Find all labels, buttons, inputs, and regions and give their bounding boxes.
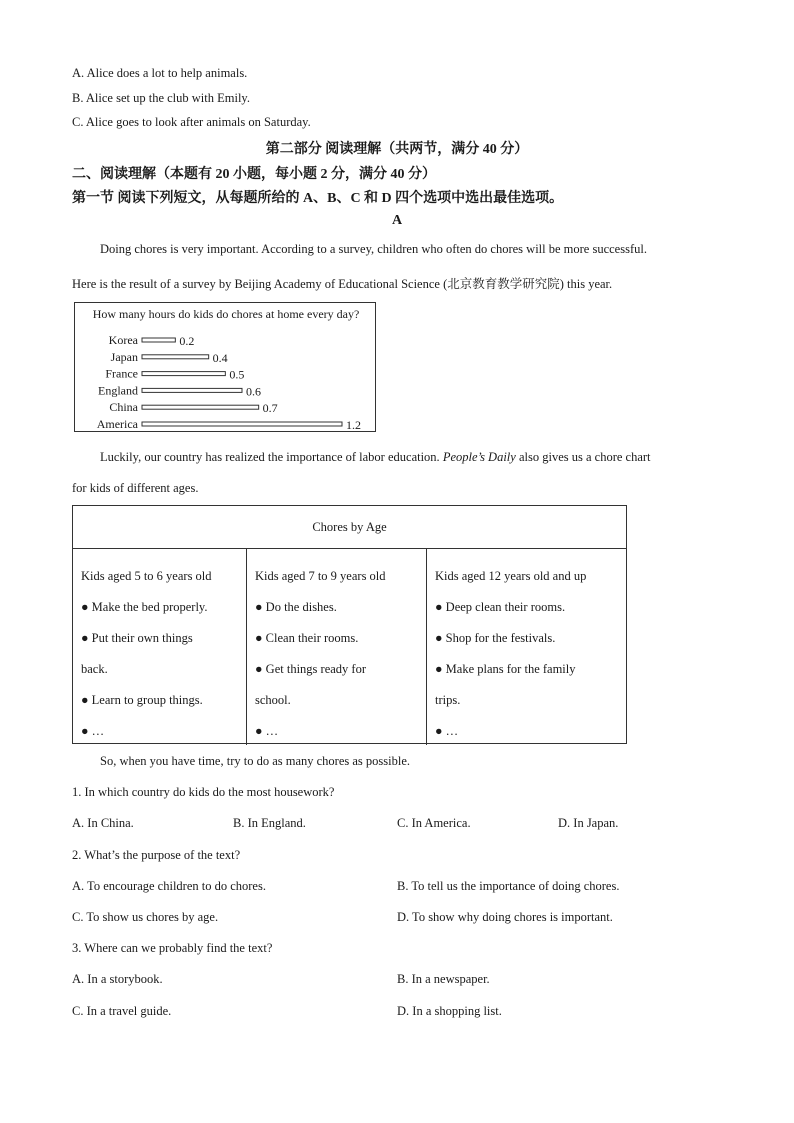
column-header: Kids aged 12 years old and up: [435, 569, 587, 583]
list-item: ● Learn to group things.: [81, 693, 203, 707]
list-item: ● …: [81, 724, 105, 738]
question-1-option-a: A. In China.: [72, 816, 134, 830]
hours-bar-chart: [74, 302, 376, 432]
category-label: China: [109, 400, 138, 415]
list-item: ● Make plans for the family: [435, 662, 576, 676]
list-item: ● Do the dishes.: [255, 600, 337, 614]
passage-label: A: [391, 213, 403, 228]
question-3-option-d: D. In a shopping list.: [397, 1004, 502, 1018]
category-label: Korea: [108, 333, 138, 347]
value-label: 0.4: [212, 350, 228, 365]
question-3-stem: 3. Where can we probably find the text?: [72, 941, 273, 955]
question-1-option-d: D. In Japan.: [558, 816, 619, 830]
value-label: 0.6: [246, 384, 261, 399]
question-1-option-b: B. In England.: [233, 816, 306, 830]
section-heading: 二、阅读理解（本题有 20 小题，每小题 2 分，满分 40 分）: [72, 167, 436, 182]
question-2-option-a: A. To encourage children to do chores.: [72, 879, 266, 893]
prev-option-b: B. Alice set up the club with Emily.: [72, 91, 250, 105]
question-3-option-c: C. In a travel guide.: [72, 1004, 172, 1018]
bar-england: [142, 388, 242, 392]
instruction: 第一节 阅读下列短文，从每题所给的 A、B、C 和 D 四个选项中选出最佳选项。: [72, 191, 564, 206]
column-header: Kids aged 7 to 9 years old: [255, 569, 386, 583]
chart-svg: [75, 303, 377, 433]
list-item: school.: [255, 693, 291, 707]
paragraph-1-line-1: Doing chores is very important. According to a survey, children who often do chores will be more successful.: [100, 242, 647, 256]
question-3-option-a: A. In a storybook.: [72, 972, 163, 986]
list-item: ● Deep clean their rooms.: [435, 600, 566, 614]
category-label: England: [98, 383, 138, 398]
question-3-option-b: B. In a newspaper.: [397, 972, 490, 986]
list-item: trips.: [435, 693, 461, 707]
table-column-5-6: [73, 549, 246, 745]
chores-table: [72, 505, 627, 744]
newspaper-name: People’s Daily: [442, 450, 516, 464]
table-column-12-up: [426, 549, 626, 745]
question-2-option-c: C. To show us chores by age.: [72, 910, 219, 924]
bar-japan: [142, 355, 209, 359]
list-item: ● Put their own things: [81, 631, 193, 645]
list-item: back.: [81, 662, 108, 676]
question-2-option-b: B. To tell us the importance of doing chores.: [397, 879, 620, 893]
value-label: 0.2: [179, 334, 195, 348]
paragraph-2-text-a: Luckily, our country has realized the importance of labor education.: [100, 450, 443, 464]
category-label: Japan: [110, 349, 138, 364]
value-label: 0.7: [262, 401, 278, 416]
bar-america: [142, 422, 342, 426]
list-item: ● …: [255, 724, 279, 738]
value-label: 0.5: [229, 367, 245, 382]
question-2-option-d: D. To show why doing chores is important.: [397, 910, 613, 924]
question-1-stem: 1. In which country do kids do the most housework?: [72, 785, 335, 799]
table-title: Chores by Age: [73, 506, 626, 549]
table-column-7-9: [246, 549, 426, 745]
bar-france: [142, 372, 225, 376]
column-header: Kids aged 5 to 6 years old: [81, 569, 212, 583]
paragraph-1-line-2: Here is the result of a survey by Beijing Academy of Educational Science (北京教育教学研究院) this year.: [72, 277, 613, 291]
bar-korea: [142, 338, 175, 342]
part-heading: 第二部分 阅读理解（共两节，满分 40 分）: [265, 142, 529, 157]
bar-china: [142, 405, 259, 409]
prev-option-a: A. Alice does a lot to help animals.: [72, 66, 248, 80]
prev-option-c: C. Alice goes to look after animals on Saturday.: [72, 115, 311, 129]
closing-sentence: So, when you have time, try to do as many chores as possible.: [100, 754, 411, 768]
list-item: ● …: [435, 724, 459, 738]
list-item: ● Clean their rooms.: [255, 631, 359, 645]
table-body: [73, 549, 626, 745]
category-label: America: [96, 417, 138, 431]
question-2-stem: 2. What’s the purpose of the text?: [72, 848, 241, 862]
category-label: France: [105, 366, 138, 381]
paragraph-2-text-b: also gives us a chore chart: [515, 450, 651, 464]
chart-title: How many hours do kids do chores at home every day?: [92, 307, 360, 321]
paragraph-2-line-2: for kids of different ages.: [72, 481, 199, 495]
list-item: ● Make the bed properly.: [81, 600, 208, 614]
list-item: ● Get things ready for: [255, 662, 366, 676]
value-label: 1.2: [346, 418, 361, 432]
list-item: ● Shop for the festivals.: [435, 631, 556, 645]
paragraph-2-line-1: [100, 450, 651, 465]
question-1-option-c: C. In America.: [397, 816, 471, 830]
